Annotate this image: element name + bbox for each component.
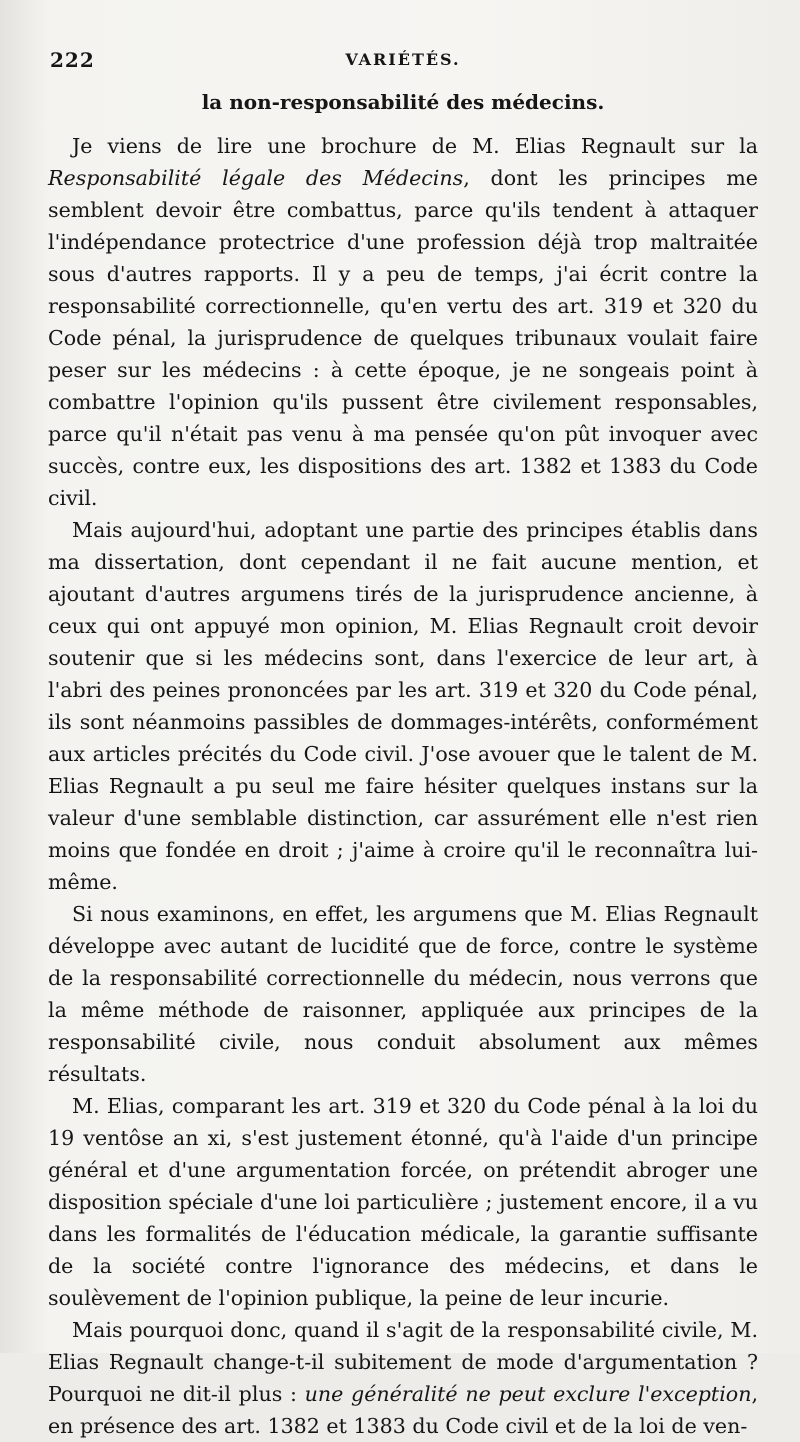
text-run: Si nous examinons, en effet, les argumens que M. Elias Regnault développe avec autant de lucidité que de force, contre le système de la responsabilité correctionnelle du médecin, nous verrons que la même méthode de raisonner, appliquée aux principes de la responsabilité civile, nous conduit absolument aux mêmes résultats. bbox=[48, 902, 758, 1086]
page-number: 222 bbox=[50, 48, 95, 72]
paragraph-4 bbox=[48, 1090, 758, 1314]
text-run: Mais aujourd'hui, adoptant une partie des principes établis dans ma dissertation, dont cependant il ne fait aucune mention, et ajoutant d'autres argumens tirés de la jurisprudence ancienne, à ceux qui ont appuyé mon opinion, M. Elias Regnault croit devoir soutenir que si les médecins sont, dans l'exercice de leur art, à l'abri des peines prononcées par les art. 319 et 320 du Code pénal, ils sont néanmoins passibles de dommages-intérêts, conformément aux articles précités du Code civil. J'ose avouer que le talent de M. Elias Regnault a pu seul me faire hésiter quelques instans sur la valeur d'une semblable distinction, car assurément elle n'est rien moins que fondée en droit ; j'aime à croire qu'il le reconnaîtra lui-même. bbox=[48, 518, 758, 894]
paragraph-3 bbox=[48, 898, 758, 1090]
book-title-italic: Responsabilité légale des Médecins bbox=[48, 166, 464, 190]
text-run: Je viens de lire une brochure de M. Elias Regnault sur la bbox=[72, 134, 758, 158]
text-run: M. Elias, comparant les art. 319 et 320 du Code pénal à la loi du 19 ventôse an xi, s'est justement étonné, qu'à l'aide d'un principe général et d'une argumentation forcée, on prétendit abroger une disposition spéciale d'une loi particulière ; justement encore, il a vu dans les formalités de l'éducation médicale, la garantie suffisante de la société contre l'ignorance des médecins, et dans le soulèvement de l'opinion publique, la peine de leur incurie. bbox=[48, 1094, 758, 1310]
quoted-maxim-italic: une généralité ne peut exclure l'exception bbox=[304, 1382, 752, 1406]
paragraph-2 bbox=[48, 514, 758, 898]
paragraph-5 bbox=[48, 1314, 758, 1442]
article-body bbox=[48, 130, 758, 1442]
text-run: , dont les principes me semblent devoir être combattus, parce qu'ils tendent à attaquer l'indépendance protectrice d'une profession déjà trop maltraitée sous d'autres rapports. Il y a peu de temps, j'ai écrit contre la responsabilité correctionnelle, qu'en vertu des art. 319 et 320 du Code pénal, la jurisprudence de quelques tribunaux voulait faire peser sur les médecins : à cette époque, je ne songeais point à combattre l'opinion qu'ils pussent être civilement responsables, parce qu'il n'était pas venu à ma pensée qu'on pût invoquer avec succès, contre eux, les dispositions des art. 1382 et 1383 du Code civil. bbox=[48, 166, 758, 510]
text-run: , en présence des art. 1382 et 1383 du Code civil et de la loi de ven- bbox=[48, 1382, 759, 1438]
paragraph-1 bbox=[48, 130, 758, 514]
running-head bbox=[48, 40, 758, 80]
section-title: VARIÉTÉS. bbox=[345, 50, 461, 69]
text-run: Mais pourquoi donc, quand il s'agit de la responsabilité civile, M. Elias Regnault change-t-il subitement de mode d'argumentation ? Pourquoi ne dit-il plus : bbox=[48, 1318, 758, 1406]
article-title: la non-responsabilité des médecins. bbox=[201, 90, 605, 114]
